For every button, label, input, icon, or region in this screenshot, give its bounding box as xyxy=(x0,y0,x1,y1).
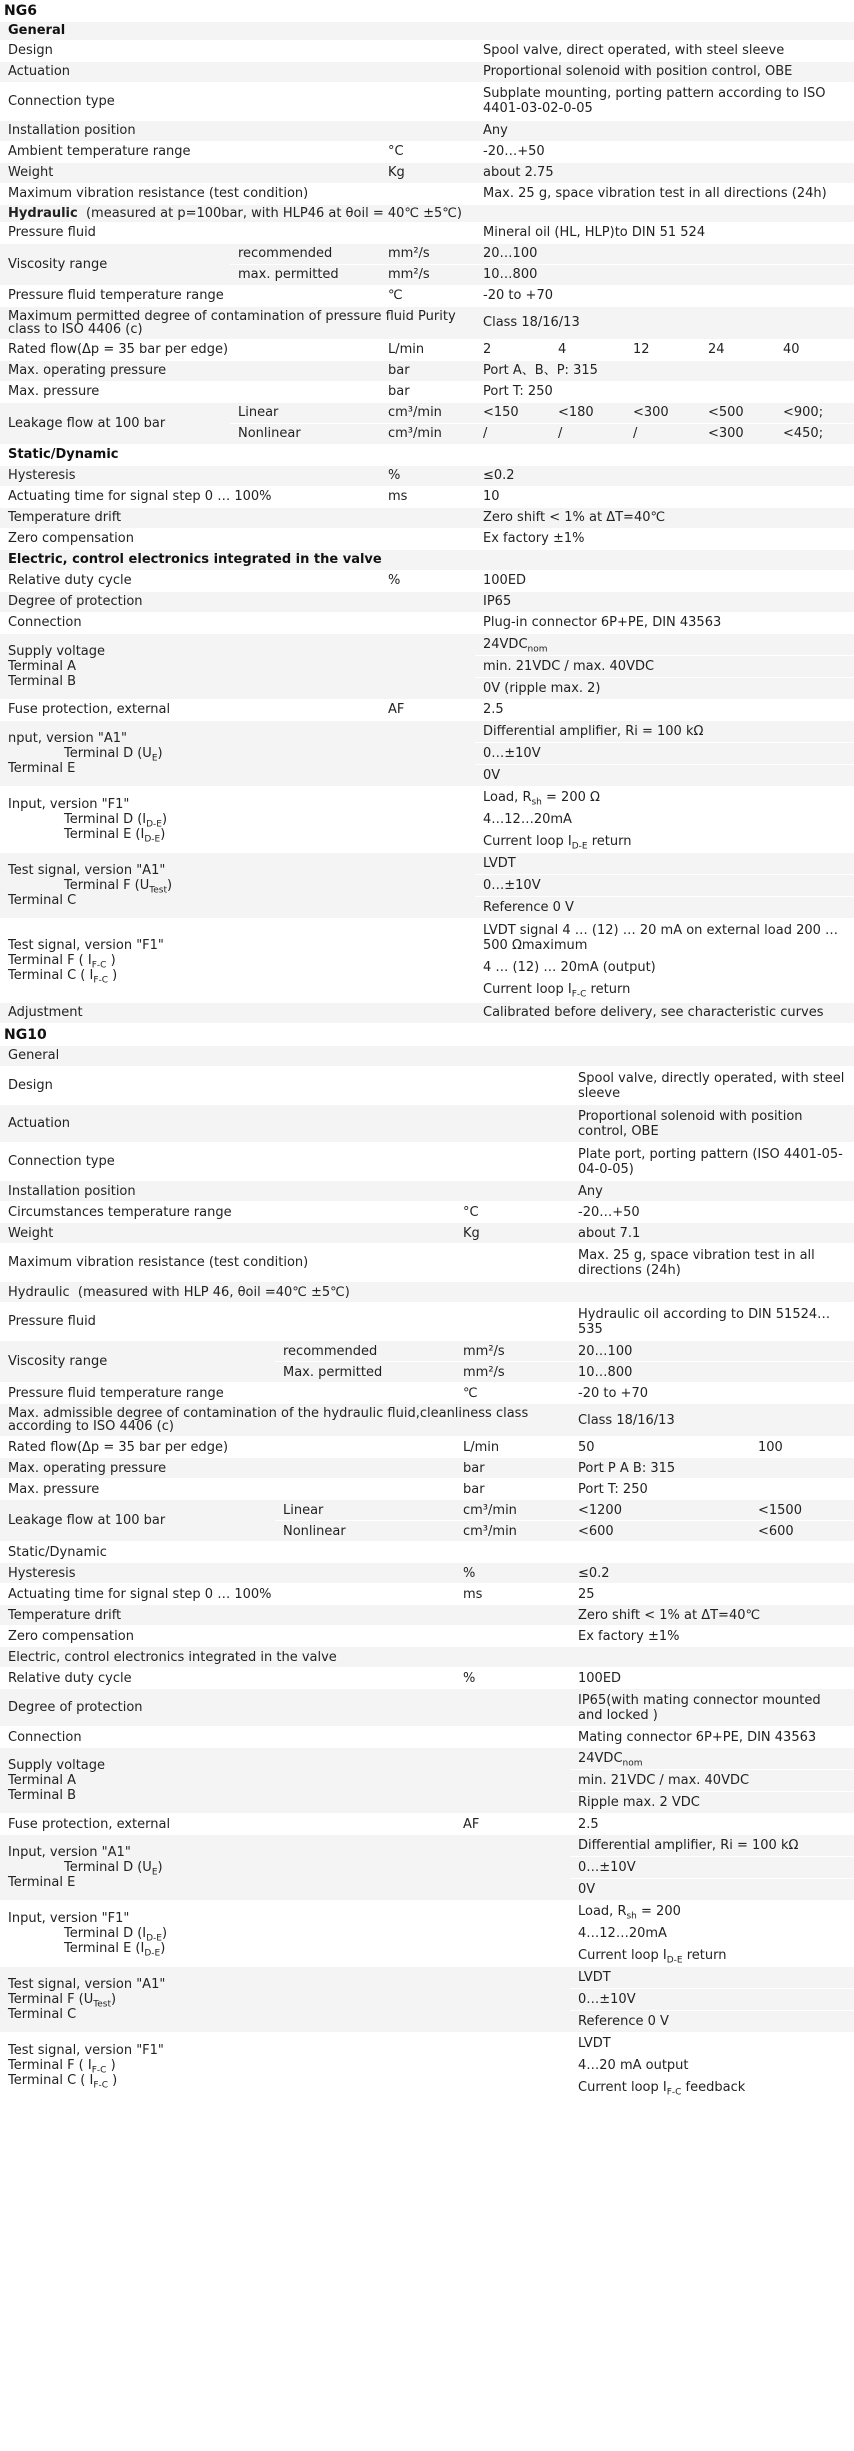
spec-label: Input, version "A1" Terminal D $(U_E)$ Terminal E xyxy=(0,1835,570,1901)
spec-label: nput, version "A1" Terminal D $(U_E)$ Terminal E xyxy=(0,720,475,786)
spec-value: Max. 25 g, space vibration test in all directions (24h) xyxy=(475,183,854,204)
spec-value: <300 xyxy=(625,402,700,423)
ng10-hydraulic-row xyxy=(0,1282,854,1303)
spec-value: / xyxy=(550,423,625,444)
table-row xyxy=(0,1143,854,1181)
spec-value: ≤0.2 xyxy=(570,1563,854,1584)
spec-value: <900; xyxy=(775,402,854,423)
spec-value: IP65(with mating connector mounted and locked ) xyxy=(570,1689,854,1727)
spec-sublabel: Max. permitted xyxy=(275,1362,455,1383)
spec-value: 25 xyxy=(570,1584,854,1605)
table-row xyxy=(0,591,854,612)
spec-unit: ℃ xyxy=(455,1383,570,1404)
spec-value: 0…±10V xyxy=(570,1856,854,1878)
spec-label: Temperature drift xyxy=(0,1605,570,1626)
spec-label: Installation position xyxy=(0,1181,570,1202)
spec-value: / xyxy=(625,423,700,444)
spec-unit: mm²/s xyxy=(380,264,475,285)
table-row xyxy=(0,1901,854,1967)
spec-unit: cm³/min xyxy=(455,1500,570,1521)
spec-unit: L/min xyxy=(455,1437,570,1458)
table-row xyxy=(0,1383,854,1404)
spec-value: 0V xyxy=(475,764,854,786)
spec-label: Zero compensation xyxy=(0,528,475,549)
ng6-electric-heading: Electric, control electronics integrated in the valve xyxy=(0,549,854,570)
table-row xyxy=(0,306,854,339)
ng6-title: NG6 xyxy=(4,3,37,19)
ng6-static-row xyxy=(0,444,854,465)
ng10-electric-heading: Electric, control electronics integrated in the valve xyxy=(0,1647,854,1668)
spec-label: Connection type xyxy=(0,1143,570,1181)
terminal-a-label: Terminal A xyxy=(8,658,76,674)
spec-unit: ms xyxy=(455,1584,570,1605)
ng6-static-heading: Static/Dynamic xyxy=(0,444,854,465)
spec-unit: % xyxy=(380,465,475,486)
spec-value: Port A、B、P: 315 xyxy=(475,360,854,381)
spec-unit: L/min xyxy=(380,339,475,360)
table-row xyxy=(0,183,854,204)
table-row xyxy=(0,1437,854,1458)
table-row xyxy=(0,612,854,633)
spec-unit: % xyxy=(380,570,475,591)
spec-label: Fuse protection, external xyxy=(0,699,380,720)
ng10-title: NG10 xyxy=(4,1026,47,1043)
spec-value: LVDT xyxy=(578,1970,611,1985)
spec-label: Pressure fluid xyxy=(0,222,475,243)
spec-label: Zero compensation xyxy=(0,1626,570,1647)
spec-sublabel: recommended xyxy=(230,243,380,264)
spec-value: LVDT signal 4 … (12) … 20 mA on external load 200 … 500 Ωmaximum xyxy=(483,923,839,953)
spec-label: Supply voltage Terminal A Terminal B xyxy=(0,1748,570,1814)
spec-sublabel: max. permitted xyxy=(230,264,380,285)
ng6-hydraulic-row xyxy=(0,204,854,222)
spec-label: Connection xyxy=(0,1727,570,1748)
spec-sublabel: Nonlinear xyxy=(230,423,380,444)
spec-sublabel: recommended xyxy=(275,1341,455,1362)
spec-label: Hysteresis xyxy=(0,1563,455,1584)
spec-value: 4 xyxy=(550,339,625,360)
spec-label: Relative duty cycle xyxy=(0,1668,455,1689)
spec-value: <600 xyxy=(750,1521,854,1542)
spec-value: Any xyxy=(475,120,854,141)
spec-unit: mm²/s xyxy=(380,243,475,264)
ng6-general-heading: General xyxy=(0,22,854,40)
spec-value: Spool valve, directly operated, with steel sleeve xyxy=(570,1067,854,1105)
ng10-hydraulic-heading: Hydraulic xyxy=(8,1284,70,1300)
spec-value: Current loop $I_{F-C}$ feedback xyxy=(570,2076,854,2098)
table-row xyxy=(0,141,854,162)
spec-value-stack xyxy=(475,633,854,699)
spec-label: Connection type xyxy=(0,82,475,120)
table-row xyxy=(0,786,854,852)
spec-value: 20…100 xyxy=(570,1341,854,1362)
table-row xyxy=(0,402,854,423)
spec-value: -20…+50 xyxy=(570,1202,854,1223)
spec-value: 0…±10V xyxy=(475,742,854,764)
spec-value-stack xyxy=(570,1748,854,1814)
spec-label: Actuation xyxy=(0,1105,570,1143)
spec-value: 2.5 xyxy=(570,1814,854,1835)
spec-label: Pressure fluid temperature range xyxy=(0,285,380,306)
spec-unit: bar xyxy=(455,1458,570,1479)
spec-value: Reference 0 V xyxy=(475,896,854,918)
table-row xyxy=(0,720,854,786)
spec-value: 50 xyxy=(570,1437,750,1458)
spec-label: Max. pressure xyxy=(0,381,380,402)
spec-unit: ℃ xyxy=(380,285,475,306)
spec-label: Rated flow(Δp = 35 bar per edge) xyxy=(0,1437,455,1458)
spec-value: $24VDC_{nom}$ xyxy=(483,636,548,655)
table-row xyxy=(0,381,854,402)
spec-value: LVDT xyxy=(483,855,516,871)
spec-value-stack xyxy=(570,1967,854,2033)
spec-label: Ambient temperature range xyxy=(0,141,380,162)
spec-label: Test signal, version "F1" Terminal F ( $I_{F-C}$ ) Terminal C ( $I_{F-C}$ ) xyxy=(0,918,475,1002)
table-row xyxy=(0,1689,854,1727)
spec-value: min. 21VDC / max. 40VDC xyxy=(570,1769,854,1791)
ng6-spec-table xyxy=(0,22,854,1024)
spec-unit: Kg xyxy=(455,1223,570,1244)
spec-unit: °C xyxy=(455,1202,570,1223)
spec-value: 40 xyxy=(775,339,854,360)
spec-unit: bar xyxy=(380,381,475,402)
spec-unit: cm³/min xyxy=(380,423,475,444)
ng10-electric-row xyxy=(0,1647,854,1668)
table-row xyxy=(0,2033,854,2099)
spec-label: Rated flow(Δp = 35 bar per edge) xyxy=(0,339,380,360)
spec-label: Maximum vibration resistance (test condition) xyxy=(0,183,475,204)
spec-label xyxy=(0,633,475,699)
spec-value: 0V xyxy=(570,1878,854,1900)
spec-value: Plug-in connector 6P+PE, DIN 43563 xyxy=(475,612,854,633)
table-row xyxy=(0,1002,854,1023)
spec-value: 10…800 xyxy=(475,264,854,285)
table-row xyxy=(0,570,854,591)
spec-label: Actuating time for signal step 0 … 100% xyxy=(0,486,380,507)
spec-label: Leakage flow at 100 bar xyxy=(0,402,230,444)
spec-unit: cm³/min xyxy=(380,402,475,423)
spec-label: Actuation xyxy=(0,61,475,82)
table-row xyxy=(0,1404,854,1437)
ng6-hydraulic-heading: Hydraulic xyxy=(8,205,78,221)
spec-label: Installation position xyxy=(0,120,475,141)
spec-value: 2.5 xyxy=(475,699,854,720)
spec-value: about 2.75 xyxy=(475,162,854,183)
table-row xyxy=(0,1967,854,2033)
spec-value: $24VDC_{nom}$ xyxy=(578,1751,643,1769)
spec-label: Actuating time for signal step 0 … 100% xyxy=(0,1584,455,1605)
table-row xyxy=(0,82,854,120)
spec-value: Calibrated before delivery, see characteristic curves xyxy=(475,1002,854,1023)
ng6-hydraulic-note: (measured at p=100bar, with HLP46 at θoil = 40℃ ±5℃) xyxy=(85,205,462,221)
ng10-static-heading: Static/Dynamic xyxy=(0,1542,854,1563)
spec-value: Current loop $I_{F-C}$ return xyxy=(475,978,854,1000)
spec-value: 10 xyxy=(475,486,854,507)
spec-value: Any xyxy=(570,1181,854,1202)
table-row xyxy=(0,1814,854,1835)
spec-label: Max. operating pressure xyxy=(0,1458,455,1479)
spec-value: 4…20 mA output xyxy=(570,2054,854,2076)
spec-value: Zero shift < 1% at ΔT=40℃ xyxy=(475,507,854,528)
table-row xyxy=(0,465,854,486)
spec-label: Circumstances temperature range xyxy=(0,1202,455,1223)
spec-unit: mm²/s xyxy=(455,1341,570,1362)
spec-value: 4 … (12) … 20mA (output) xyxy=(475,956,854,978)
spec-value: Proportional solenoid with position control, OBE xyxy=(475,61,854,82)
ng6-electric-row xyxy=(0,549,854,570)
table-row xyxy=(0,1105,854,1143)
table-row xyxy=(0,1500,854,1521)
spec-value: about 7.1 xyxy=(570,1223,854,1244)
spec-value-stack xyxy=(570,1901,854,1967)
spec-label: Pressure fluid temperature range xyxy=(0,1383,455,1404)
spec-value: -20 to +70 xyxy=(475,285,854,306)
spec-sublabel: Linear xyxy=(230,402,380,423)
spec-value: Port T: 250 xyxy=(475,381,854,402)
spec-value: Differential amplifier, Ri = 100 kΩ xyxy=(578,1838,799,1853)
spec-unit: % xyxy=(455,1563,570,1584)
spec-label: Test signal, version "A1" Terminal F $(U_{Test})$ Terminal C xyxy=(0,1967,570,2033)
table-row xyxy=(0,1479,854,1500)
table-row xyxy=(0,1605,854,1626)
spec-value: Load, $R_{sh} = 200$ xyxy=(578,1904,681,1922)
table-row xyxy=(0,1727,854,1748)
spec-value: Proportional solenoid with position control, OBE xyxy=(570,1105,854,1143)
spec-sublabel: Nonlinear xyxy=(275,1521,455,1542)
spec-label: Temperature drift xyxy=(0,507,475,528)
spec-value-stack xyxy=(475,852,854,918)
spec-value: <600 xyxy=(570,1521,750,1542)
table-row xyxy=(0,1584,854,1605)
spec-label: Design xyxy=(0,1067,570,1105)
spec-value: Subplate mounting, porting pattern according to ISO 4401-03-02-0-05 xyxy=(475,82,854,120)
table-row xyxy=(0,243,854,264)
ng10-general-row xyxy=(0,1046,854,1067)
spec-unit: mm²/s xyxy=(455,1362,570,1383)
table-row xyxy=(0,40,854,61)
spec-value: / xyxy=(475,423,550,444)
spec-label: Adjustment xyxy=(0,1002,475,1023)
spec-value: Differential amplifier, Ri = 100 kΩ xyxy=(483,723,704,739)
table-row xyxy=(0,486,854,507)
table-row xyxy=(0,1202,854,1223)
spec-value: 100ED xyxy=(570,1668,854,1689)
spec-value: 12 xyxy=(625,339,700,360)
spec-value: 4…12…20mA xyxy=(570,1922,854,1944)
spec-label: Design xyxy=(0,40,475,61)
table-row xyxy=(0,222,854,243)
spec-value: 100ED xyxy=(475,570,854,591)
spec-value: <150 xyxy=(475,402,550,423)
spec-value: Current loop $I_{D-E}$ return xyxy=(570,1944,854,1966)
table-row xyxy=(0,61,854,82)
spec-value: <300 xyxy=(700,423,775,444)
spec-label: Fuse protection, external xyxy=(0,1814,455,1835)
spec-value: Zero shift < 1% at ΔT=40℃ xyxy=(570,1605,854,1626)
spec-value-stack xyxy=(475,720,854,786)
terminal-b-label: Terminal B xyxy=(8,673,76,689)
spec-unit: AF xyxy=(380,699,475,720)
spec-value: Ex factory ±1% xyxy=(570,1626,854,1647)
spec-value-stack xyxy=(475,786,854,852)
spec-value: 20…100 xyxy=(475,243,854,264)
spec-label: Degree of protection xyxy=(0,1689,570,1727)
spec-value: Mineral oil (HL, HLP)to DIN 51 524 xyxy=(475,222,854,243)
spec-value: Hydraulic oil according to DIN 51524…535 xyxy=(570,1303,854,1341)
spec-label: Weight xyxy=(0,1223,455,1244)
table-row xyxy=(0,360,854,381)
spec-value-stack xyxy=(475,918,854,1002)
table-row xyxy=(0,852,854,918)
ng10-spec-table xyxy=(0,1046,854,2100)
spec-unit: Kg xyxy=(380,162,475,183)
spec-value: 10…800 xyxy=(570,1362,854,1383)
spec-value: Reference 0 V xyxy=(570,2010,854,2032)
spec-value: Port T: 250 xyxy=(570,1479,854,1500)
table-row xyxy=(0,1563,854,1584)
spec-unit: bar xyxy=(380,360,475,381)
spec-value: Class 18/16/13 xyxy=(475,306,854,339)
spec-value: Max. 25 g, space vibration test in all directions (24h) xyxy=(570,1244,854,1282)
spec-unit: cm³/min xyxy=(455,1521,570,1542)
spec-value: Class 18/16/13 xyxy=(570,1404,854,1437)
spec-unit: bar xyxy=(455,1479,570,1500)
table-row xyxy=(0,1244,854,1282)
spec-label: Maximum vibration resistance (test condition) xyxy=(0,1244,570,1282)
spec-value: <450; xyxy=(775,423,854,444)
spec-label: Input, version "F1" Terminal D $(I_{D-E})$ Terminal E $(I_{D-E})$ xyxy=(0,1901,570,1967)
spec-value: <500 xyxy=(700,402,775,423)
table-row xyxy=(0,1668,854,1689)
spec-value: Current loop $I_{D-E}$ return xyxy=(475,830,854,852)
ng6-general-row xyxy=(0,22,854,40)
spec-label: Pressure fluid xyxy=(0,1303,570,1341)
ng10-static-row xyxy=(0,1542,854,1563)
spec-value: ≤0.2 xyxy=(475,465,854,486)
table-row xyxy=(0,162,854,183)
table-row xyxy=(0,1835,854,1901)
table-row xyxy=(0,339,854,360)
spec-label: Weight xyxy=(0,162,380,183)
table-row xyxy=(0,699,854,720)
spec-value-stack xyxy=(570,2033,854,2099)
table-row xyxy=(0,1303,854,1341)
spec-value: Plate port, porting pattern (ISO 4401-05-04-0-05) xyxy=(570,1143,854,1181)
spec-value: 0…±10V xyxy=(570,1988,854,2010)
table-row xyxy=(0,1223,854,1244)
table-row xyxy=(0,1626,854,1647)
spec-label: Connection xyxy=(0,612,475,633)
table-row xyxy=(0,120,854,141)
spec-value: <1500 xyxy=(750,1500,854,1521)
spec-label: Test signal, version "A1" Terminal F $(U_{Test})$ Terminal C xyxy=(0,852,475,918)
table-row xyxy=(0,1458,854,1479)
spec-label: Test signal, version "F1" Terminal F ( $I_{F-C}$ ) Terminal C ( $I_{F-C}$ ) xyxy=(0,2033,570,2099)
spec-unit: °C xyxy=(380,141,475,162)
spec-label: Viscosity range xyxy=(0,243,230,285)
spec-value-stack xyxy=(570,1835,854,1901)
spec-value: 4…12…20mA xyxy=(475,808,854,830)
spec-value: LVDT xyxy=(578,2036,611,2051)
spec-sublabel: Linear xyxy=(275,1500,455,1521)
spec-value: 2 xyxy=(475,339,550,360)
spec-value: Port P A B: 315 xyxy=(570,1458,854,1479)
table-row xyxy=(0,1181,854,1202)
spec-value: Ripple max. 2 VDC xyxy=(570,1791,854,1813)
table-row xyxy=(0,633,854,699)
supply-label: Supply voltage xyxy=(8,643,106,659)
spec-unit: ms xyxy=(380,486,475,507)
table-row xyxy=(0,1748,854,1814)
spec-value: Load, $R_{sh} = 200$ Ω xyxy=(483,789,600,808)
spec-unit: AF xyxy=(455,1814,570,1835)
spec-value: Spool valve, direct operated, with steel sleeve xyxy=(475,40,854,61)
table-row xyxy=(0,507,854,528)
table-row xyxy=(0,1341,854,1362)
table-row xyxy=(0,285,854,306)
spec-label: Hysteresis xyxy=(0,465,380,486)
table-row xyxy=(0,1067,854,1105)
spec-value: IP65 xyxy=(475,591,854,612)
spec-value: -20 to +70 xyxy=(570,1383,854,1404)
table-row xyxy=(0,528,854,549)
spec-value: <1200 xyxy=(570,1500,750,1521)
spec-label: Max. admissible degree of contamination of the hydraulic fluid,cleanliness class according to ISO 4406 (c) xyxy=(0,1404,570,1437)
spec-value: 24 xyxy=(700,339,775,360)
spec-value: 0V (ripple max. 2) xyxy=(475,677,854,699)
spec-value: Mating connector 6P+PE, DIN 43563 xyxy=(570,1727,854,1748)
spec-label: Max. pressure xyxy=(0,1479,455,1500)
spec-label: Viscosity range xyxy=(0,1341,275,1383)
ng10-hydraulic-note: (measured with HLP 46, θoil =40℃ ±5℃) xyxy=(77,1284,350,1300)
spec-label: Max. operating pressure xyxy=(0,360,380,381)
spec-value: -20…+50 xyxy=(475,141,854,162)
spec-label: Input, version "F1" Terminal D $(I_{D-E})$ Terminal E $(I_{D-E})$ xyxy=(0,786,475,852)
spec-value: Ex factory ±1% xyxy=(475,528,854,549)
spec-value: 0…±10V xyxy=(475,874,854,896)
spec-value: min. 21VDC / max. 40VDC xyxy=(475,655,854,677)
spec-label: Degree of protection xyxy=(0,591,475,612)
spec-label: Leakage flow at 100 bar xyxy=(0,1500,275,1542)
spec-unit: % xyxy=(455,1668,570,1689)
spec-label: Maximum permitted degree of contamination of pressure fluid Purity class to ISO 4406 (c) xyxy=(0,306,475,339)
spec-value: 100 xyxy=(750,1437,854,1458)
ng10-general-heading: General xyxy=(0,1046,854,1067)
table-row xyxy=(0,918,854,1002)
spec-label: Relative duty cycle xyxy=(0,570,380,591)
spec-value: <180 xyxy=(550,402,625,423)
